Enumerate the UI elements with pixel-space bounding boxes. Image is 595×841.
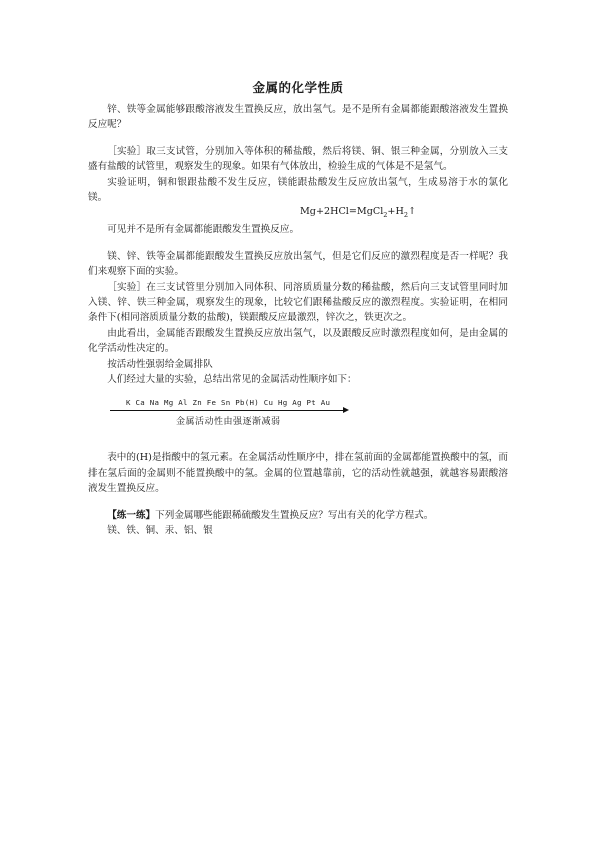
- activity-series-line: [110, 410, 346, 411]
- paragraph-conclusion-1: 可见并不是所有金属都能跟酸发生置换反应。: [107, 224, 300, 236]
- equation-part-2: +H: [387, 206, 404, 218]
- activity-series-caption: 金属活动性由强逐渐减弱: [176, 417, 281, 428]
- equation-subscript-2: 2: [403, 211, 408, 220]
- paragraph-conclusion-2: 由此看出，金属能否跟酸发生置换反应放出氢气，以及跟酸反应时激烈程度如何，是由金属的化学活动性决定的。: [88, 327, 508, 355]
- equation-part-1: Mg+2HCl=MgCl: [299, 206, 384, 218]
- paragraph-question-2: 镁、锌、铁等金属都能跟酸发生置换反应放出氢气，但是它们反应的激烈程度是否一样呢？我们来观察下面的实验。: [88, 250, 508, 278]
- arrow-right-icon: [343, 407, 349, 413]
- paragraph-series-intro: 人们经过大量的实验，总结出常见的金属活动性顺序如下：: [107, 374, 357, 385]
- page-title: 金属的化学性质: [252, 80, 344, 95]
- exercise-text: 下列金属哪些能跟稀硫酸发生置换反应？写出有关的化学方程式。: [155, 509, 434, 521]
- paragraph-result-1: 实验证明，铜和银跟盐酸不发生反应，镁能跟盐酸发生反应放出氢气，生成易溶于水的氯化镁。: [88, 176, 508, 204]
- activity-series-symbols: K Ca Na Mg Al Zn Fe Sn Pb(H) Cu Hg Ag Pt Au: [126, 398, 331, 408]
- paragraph-experiment-2: ［实验］在三支试管里分别加入同体积、同溶质质量分数的稀盐酸，然后向三支试管里同时加入镁、锌、铁三种金属，观察发生的现象，比较它们跟稀盐酸反应的激烈程度。实验证明，在相同条件下(相同溶质质量分数的盐酸)，镁跟酸反应最激烈，锌次之，铁更次之。: [88, 281, 508, 324]
- exercise-label: 【练一练】: [107, 509, 156, 521]
- activity-series-figure: [88, 395, 508, 433]
- paragraph-intro: 锌、铁等金属能够跟酸溶液发生置换反应，放出氢气。是不是所有金属都能跟酸溶液发生置换反应呢？: [88, 104, 508, 131]
- equation-part-3: ↑: [407, 206, 417, 218]
- exercise-metals: 镁、铁、铜、汞、铝、银: [107, 525, 213, 537]
- equation-subscript-1: 2: [383, 211, 388, 220]
- section-heading-ranking: 按活动性强弱给金属排队: [107, 358, 213, 370]
- chemical-equation: [88, 205, 508, 222]
- paragraph-experiment-1: ［实验］取三支试管，分别加入等体积的稀盐酸，然后将镁、铜、银三种金属，分别放入三支盛有盐酸的试管里，观察发生的现象。如果有气体放出，检验生成的气体是不是氢气。: [88, 145, 508, 173]
- exercise-prompt: [88, 508, 508, 523]
- paragraph-series-explanation: 表中的(H)是指酸中的氢元素。在金属活动性顺序中，排在氢前面的金属都能置换酸中的氢，而排在氢后面的金属则不能置换酸中的氢。金属的位置越靠前，它的活动性就越强，就越容易跟酸溶液发生置换反应。: [88, 452, 508, 495]
- document-page: [88, 78, 508, 538]
